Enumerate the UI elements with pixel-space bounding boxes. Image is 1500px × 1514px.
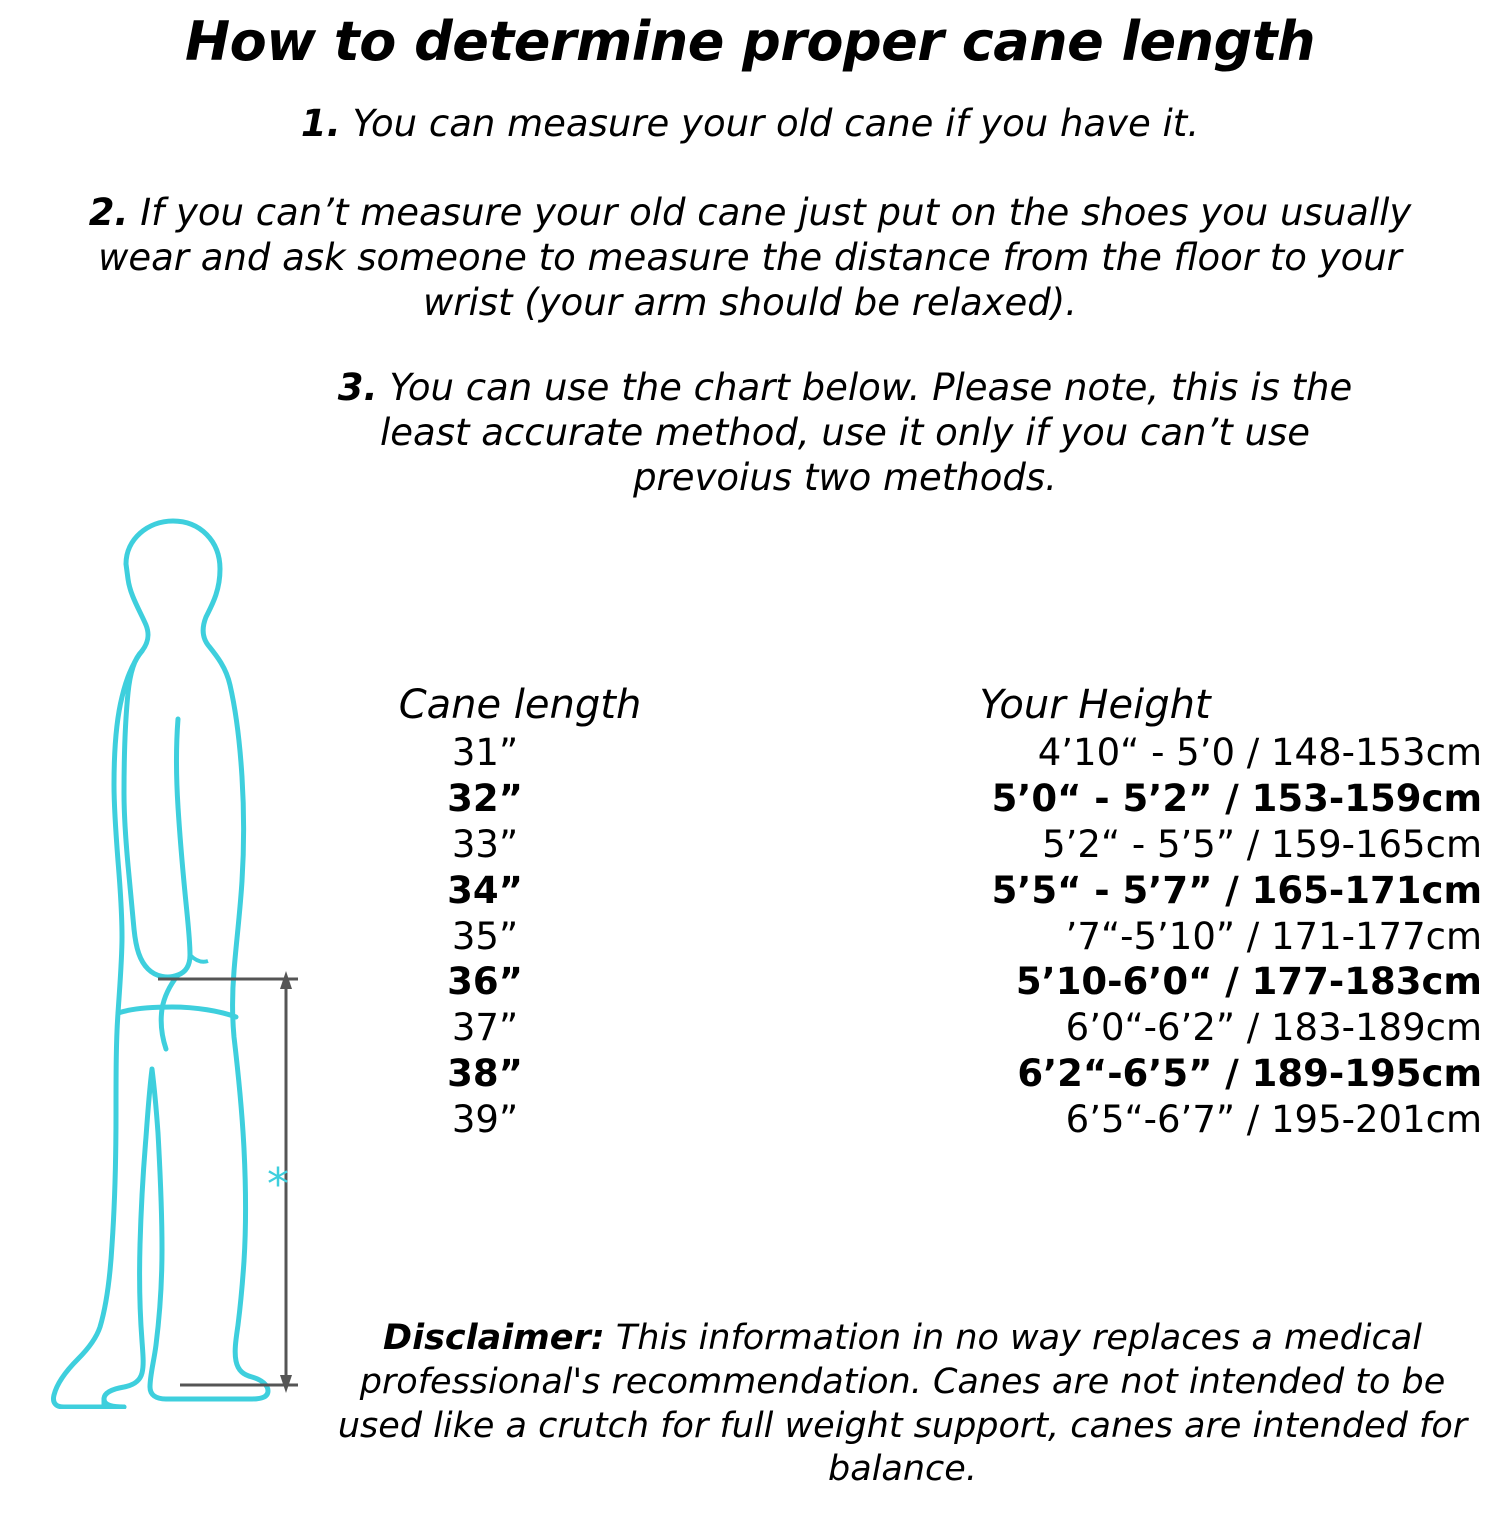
cell-your-height: ’7“-5’10” / 171-177cm	[1065, 914, 1482, 958]
cell-your-height: 4’10“ - 5’0 / 148-153cm	[1037, 731, 1482, 774]
step-3-text: You can use the chart below. Please note, this is the least accurate method, use it only if you can’t use prevoius two methods.	[379, 366, 1353, 500]
measurement-marker-label: *	[267, 1159, 289, 1210]
column-header-your-height: Your Height	[979, 682, 1211, 728]
measurement-arrow	[30, 509, 360, 1409]
cell-cane-length: 34”	[447, 868, 523, 912]
table-row	[320, 1097, 1490, 1143]
chart-header-row	[320, 682, 1490, 728]
step-3	[0, 365, 1500, 500]
cell-your-height: 5’5“ - 5’7” / 165-171cm	[991, 868, 1482, 912]
cell-cane-length: 33”	[451, 822, 519, 866]
step-1-number: 1.	[300, 101, 341, 145]
step-2	[0, 190, 1500, 325]
cell-your-height: 6’2“-6’5” / 189-195cm	[1017, 1052, 1482, 1096]
cell-your-height: 5’2“ - 5’5” / 159-165cm	[1042, 822, 1482, 866]
table-row	[320, 914, 1490, 960]
table-row	[320, 822, 1490, 868]
cell-your-height: 5’10-6’0“ / 177-183cm	[1015, 960, 1482, 1004]
cell-cane-length: 31”	[451, 731, 519, 774]
step-3-number: 3.	[337, 366, 378, 410]
table-row	[320, 959, 1490, 1005]
column-header-cane-length: Cane length	[398, 682, 642, 728]
person-measurement-diagram	[30, 509, 360, 1409]
table-row	[320, 868, 1490, 914]
table-row	[320, 730, 1490, 776]
cell-cane-length: 35”	[451, 914, 519, 958]
disclaimer-label: Disclaimer:	[383, 1318, 605, 1358]
disclaimer-text: This information in no way replaces a medical professional's recommendation. Canes are not intended to be used like a crutch for full weight support, canes are intended for balance.	[337, 1318, 1468, 1490]
step-1-text: You can measure your old cane if you have it.	[352, 101, 1200, 145]
cell-your-height: 6’5“-6’7” / 195-201cm	[1065, 1098, 1482, 1141]
cell-cane-length: 39”	[451, 1098, 519, 1141]
cell-cane-length: 36”	[447, 960, 523, 1004]
table-row	[320, 776, 1490, 822]
cell-cane-length: 32”	[447, 776, 523, 820]
step-1	[0, 101, 1500, 146]
table-row	[320, 1005, 1490, 1051]
cell-your-height: 5’0“ - 5’2” / 153-159cm	[991, 776, 1482, 820]
cell-cane-length: 37”	[451, 1006, 519, 1050]
table-row	[320, 1051, 1490, 1097]
cane-length-chart	[320, 682, 1490, 1143]
step-2-text: If you can’t measure your old cane just put on the shoes you usually wear and ask someone to measure the distance from the floor to your wrist (your arm should be relaxed).	[98, 190, 1412, 325]
disclaimer	[320, 1317, 1485, 1492]
page-title: How to determine proper cane length	[184, 10, 1316, 73]
step-2-number: 2.	[88, 190, 129, 234]
cell-cane-length: 38”	[447, 1052, 523, 1096]
infographic-page	[0, 10, 1500, 1514]
cell-your-height: 6’0“-6’2” / 183-189cm	[1065, 1006, 1482, 1050]
